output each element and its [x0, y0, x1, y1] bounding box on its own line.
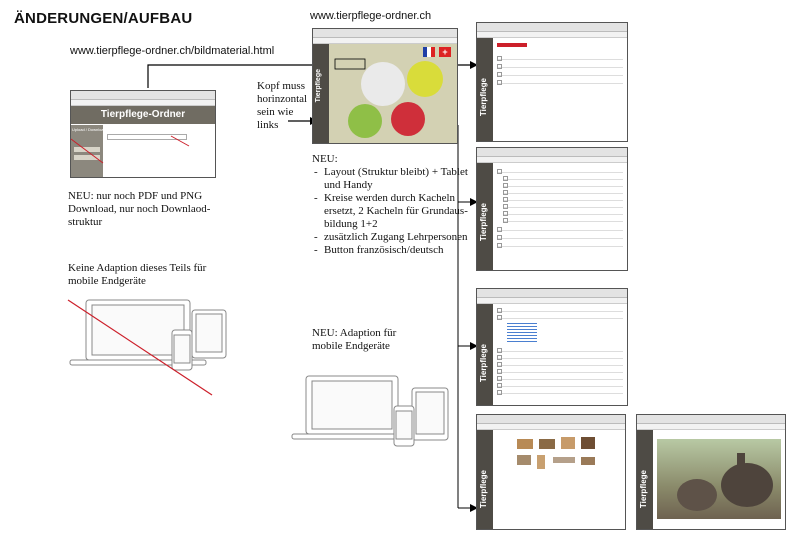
screenshot-bildmaterial: Tierpflege [476, 414, 626, 530]
url-bildmaterial: www.tierpflege-ordner.ch/bildmaterial.html [70, 45, 275, 57]
note-adaption: NEU: Adaption für mobile Endgeräte [312, 327, 397, 352]
flag-switzerland-icon[interactable]: + [439, 47, 451, 57]
old-site-tab: Upload / Download [72, 127, 106, 132]
side-label: Tierpflege [315, 69, 322, 103]
old-site-brand: Tierpflege-Ordner [71, 106, 215, 124]
neu-heading: NEU: [312, 153, 338, 165]
screenshot-grundausbildung: Tierpflege [476, 22, 628, 142]
note-old-download: NEU: nur noch PDF und PNG Download, nur noch Downlaod- struktur [68, 190, 211, 228]
note-no-adaption: Keine Adaption dieses Teils für mobile Endgeräte [68, 262, 207, 287]
neu-item: - Kreise werden durch Kacheln ersetzt, 2 Kacheln für Grundaus-bildung 1+2 [312, 192, 472, 231]
url-main: www.tierpflege-ordner.ch [310, 10, 432, 22]
neu-item: - Button französisch/deutsch [312, 244, 472, 257]
screenshot-biologie: Tierpflege [476, 288, 628, 406]
screenshot-elefanten: Tierpflege [636, 414, 786, 530]
neu-item: - Layout (Struktur bleibt) + Tablet und Handy [312, 166, 472, 192]
screenshot-haltung: Tierpflege [476, 147, 628, 271]
neu-item: - zusätzlich Zugang Lehrpersonen [312, 231, 472, 244]
page-title: ÄNDERUNGEN/AUFBAU [14, 10, 193, 27]
kopf-note: Kopf muss horinzontal sein wie links [257, 80, 308, 131]
